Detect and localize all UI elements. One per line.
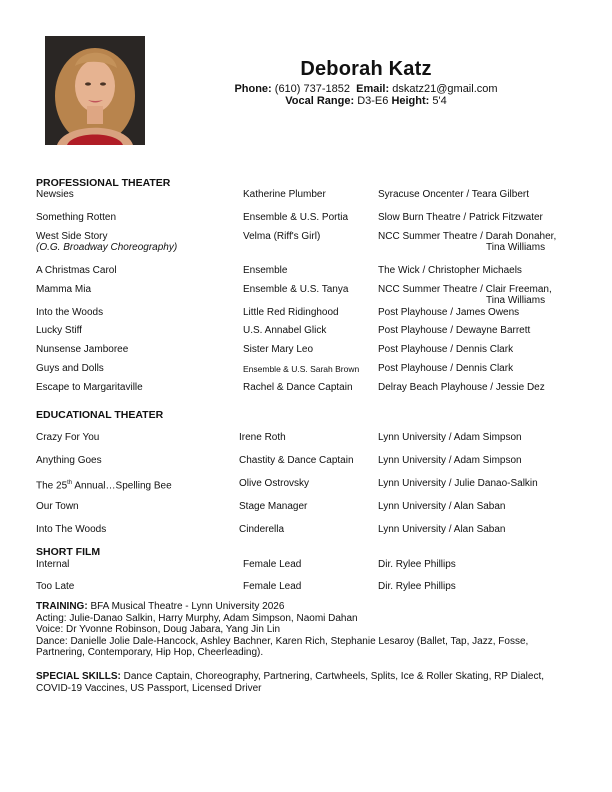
contact-line-2: Vocal Range: D3-E6 Height: 5'4 (285, 95, 447, 107)
credit-role: Ensemble & U.S. Portia (243, 212, 349, 223)
credit-show: Nunsense Jamboree (36, 344, 129, 355)
credit-role: Ensemble & U.S. Tanya (243, 284, 349, 295)
phone-number: (610) 737-1852 (274, 83, 351, 95)
credit-show: Into the Woods (36, 307, 104, 318)
credit-venue: Lynn University / Alan Saban (378, 524, 506, 535)
credit-venue: Syracuse Oncenter / Teara Gilbert (378, 189, 529, 200)
credit-show: West Side Story (36, 231, 108, 242)
credit-venue: NCC Summer Theatre / Clair Freeman, (378, 284, 552, 295)
training-dance: Dance: Danielle Jolie Dale-Hancock, Ashley Bachner, Karen Rich, Stephanie Lesaroy (Ballet, Tap, Jazz, Fosse, Partnering, Contemporary, Hip Hop, Cheerleading). (36, 635, 529, 658)
training-degree: BFA Musical Theatre - Lynn University 2026 (90, 601, 285, 612)
credit-venue: Post Playhouse / Dewayne Barrett (378, 325, 531, 336)
credit-venue: Post Playhouse / Dennis Clark (378, 344, 514, 355)
credit-venue: NCC Summer Theatre / Darah Donaher, (378, 231, 557, 242)
credit-venue: Lynn University / Julie Danao-Salkin (378, 478, 538, 489)
section-heading-educational: EDUCATIONAL THEATER (36, 409, 164, 421)
credit-role: Rachel & Dance Captain (243, 382, 353, 393)
credit-role: Sister Mary Leo (243, 344, 314, 355)
credit-role: Ensemble & U.S. Sarah Brown (243, 364, 360, 374)
credit-role: Ensemble (243, 265, 288, 276)
credit-show: Into The Woods (36, 524, 107, 535)
credit-show: A Christmas Carol (36, 265, 117, 276)
headshot-photo (45, 36, 145, 145)
credit-venue: Slow Burn Theatre / Patrick Fitzwater (378, 212, 543, 223)
credit-venue: Delray Beach Playhouse / Jessie Dez (378, 382, 545, 393)
credit-role: Stage Manager (239, 501, 308, 512)
credit-venue: Dir. Rylee Phillips (378, 581, 456, 592)
credit-role: Little Red Ridinghood (243, 307, 339, 318)
credit-show: Escape to Margaritaville (36, 382, 143, 393)
credit-venue: Lynn University / Adam Simpson (378, 455, 522, 466)
credit-role: Katherine Plumber (243, 189, 326, 200)
email-address: dskatz21@gmail.com (392, 83, 498, 95)
credit-venue-cont: Tina Williams (486, 295, 546, 306)
name-heading: Deborah Katz (300, 58, 432, 80)
credit-role: Irene Roth (239, 432, 286, 443)
credit-show: Guys and Dolls (36, 363, 104, 374)
credit-venue: Dir. Rylee Phillips (378, 559, 456, 570)
section-heading-professional: PROFESSIONAL THEATER (36, 177, 171, 189)
credit-role: U.S. Annabel Glick (243, 325, 327, 336)
credit-venue: Lynn University / Alan Saban (378, 501, 506, 512)
training-acting: Acting: Julie-Danao Salkin, Harry Murphy, Adam Simpson, Naomi Dahan (36, 612, 358, 624)
credit-role: Velma (Riff's Girl) (243, 231, 321, 242)
credit-note: (O.G. Broadway Choreography) (36, 242, 178, 253)
credit-venue: Lynn University / Adam Simpson (378, 432, 522, 443)
credit-venue-cont: Tina Williams (486, 242, 546, 253)
credit-venue: Post Playhouse / James Owens (378, 307, 520, 318)
credit-role: Olive Ostrovsky (239, 478, 310, 489)
credit-show: The 25th Annual…Spelling Bee (36, 480, 172, 492)
credit-show: Mamma Mia (36, 284, 92, 295)
credit-show: Anything Goes (36, 455, 102, 466)
credit-role: Cinderella (239, 524, 285, 535)
credit-show: Our Town (36, 501, 79, 512)
credit-show: Lucky Stiff (36, 325, 82, 336)
credit-venue: Post Playhouse / Dennis Clark (378, 363, 514, 374)
credit-role: Female Lead (243, 559, 302, 570)
height: 5'4 (432, 95, 447, 107)
credit-show: Newsies (36, 189, 74, 200)
special-skills-block: SPECIAL SKILLS: Dance Captain, Choreography, Partnering, Cartwheels, Splits, Ice & Roller Skating, RP Dialect, COVID-19 Vaccines, US Passport, Licensed Driver (36, 671, 544, 694)
contact-line-1: Phone: (610) 737-1852 Email: dskatz21@gmail.com (234, 83, 498, 95)
training-voice: Voice: Dr Yvonne Robinson, Doug Jabara, Yang Jin Lin (36, 624, 281, 635)
credit-show: Something Rotten (36, 212, 117, 223)
credit-venue: The Wick / Christopher Michaels (378, 265, 522, 276)
credit-show: Crazy For You (36, 432, 100, 443)
special-skills-text: Dance Captain, Choreography, Partnering, Cartwheels, Splits, Ice & Roller Skating, RP Dialect, COVID-19 Vaccines, US Passport, Licensed Driver (36, 671, 544, 694)
vocal-range: D3-E6 (357, 95, 389, 107)
credit-role: Female Lead (243, 581, 302, 592)
credit-show: Too Late (36, 581, 75, 592)
training-block: TRAINING: BFA Musical Theatre - Lynn University 2026 Acting: Julie-Danao Salkin, Harry Murphy, Adam Simpson, Naomi Dahan Voice: Dr Yvonne Robinson, Doug Jabara, Yang Jin Lin Dance: Danielle Jolie Dale-Hancock, Ashley Bachner, Karen Rich, Stephanie Lesaroy (Ballet, Tap, Jazz, Fosse, Partnering, Contemporary, Hip Hop, Cheerleading). (36, 601, 576, 659)
section-heading-film: SHORT FILM (36, 546, 101, 558)
credit-role: Chastity & Dance Captain (239, 455, 354, 466)
credit-show: Internal (36, 559, 70, 570)
